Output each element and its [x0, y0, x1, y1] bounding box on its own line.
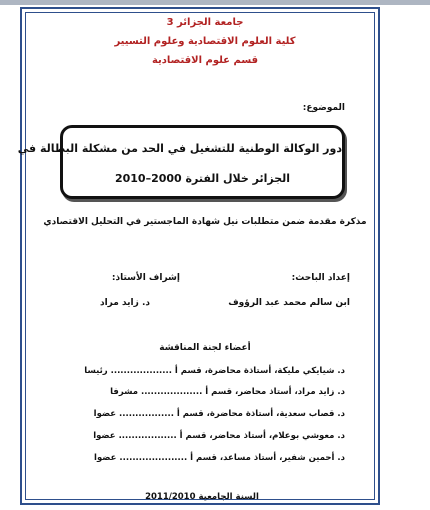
author-label: إعداد الباحث:: [291, 273, 350, 283]
thesis-title-box: [17, 125, 345, 199]
committee-member-2: د. زايد مراد، أستاذ محاضر، قسم أ ................... مشرفا: [110, 387, 345, 397]
university-name: جامعة الجزائر 3: [166, 17, 244, 28]
faculty-name: كلية العلوم الاقتصادية وعلوم التسيير: [114, 36, 296, 47]
topic-label: الموضوع:: [302, 103, 345, 113]
committee-member-4: د. معوشي بوعلام، أستاذ محاضر، قسم أ .................. عضوا: [93, 431, 345, 441]
committee-heading: أعضاء لجنة المناقشة: [159, 343, 251, 353]
thesis-subtitle: مذكرة مقدمة ضمن متطلبات نيل شهادة الماجستير في التحليل الاقتصادي: [43, 217, 367, 227]
thesis-title-line-1: دور الوكالة الوطنية للتشغيل في الحد من مشكلة البطالة في: [17, 142, 342, 155]
supervisor-name: د. زايد مراد: [99, 298, 150, 308]
supervisor-label: إشراف الأستاذ:: [111, 273, 180, 283]
committee-member-3: د. قصاب سعدية، أستاذة محاضرة، قسم أ ................. عضوا: [93, 409, 345, 419]
committee-member-5: د. أحمين شفير، أستاذ مساعد، قسم أ ..................... عضوا: [94, 453, 345, 463]
author-name: ابن سالم محمد عبد الرؤوف: [228, 298, 350, 308]
academic-year: السنة الجامعية 2011/2010: [145, 492, 259, 502]
thesis-title-line-2: الجزائر خلال الفترة 2000–2010: [114, 172, 291, 185]
committee-member-1: د. شيايكي مليكة، أستاذة محاضرة، قسم أ ................... رئيسا: [84, 366, 345, 376]
department-name: قسم علوم الاقتصادية: [151, 55, 259, 66]
page-border-inner: [17, 12, 375, 500]
document-page: [0, 5, 430, 510]
